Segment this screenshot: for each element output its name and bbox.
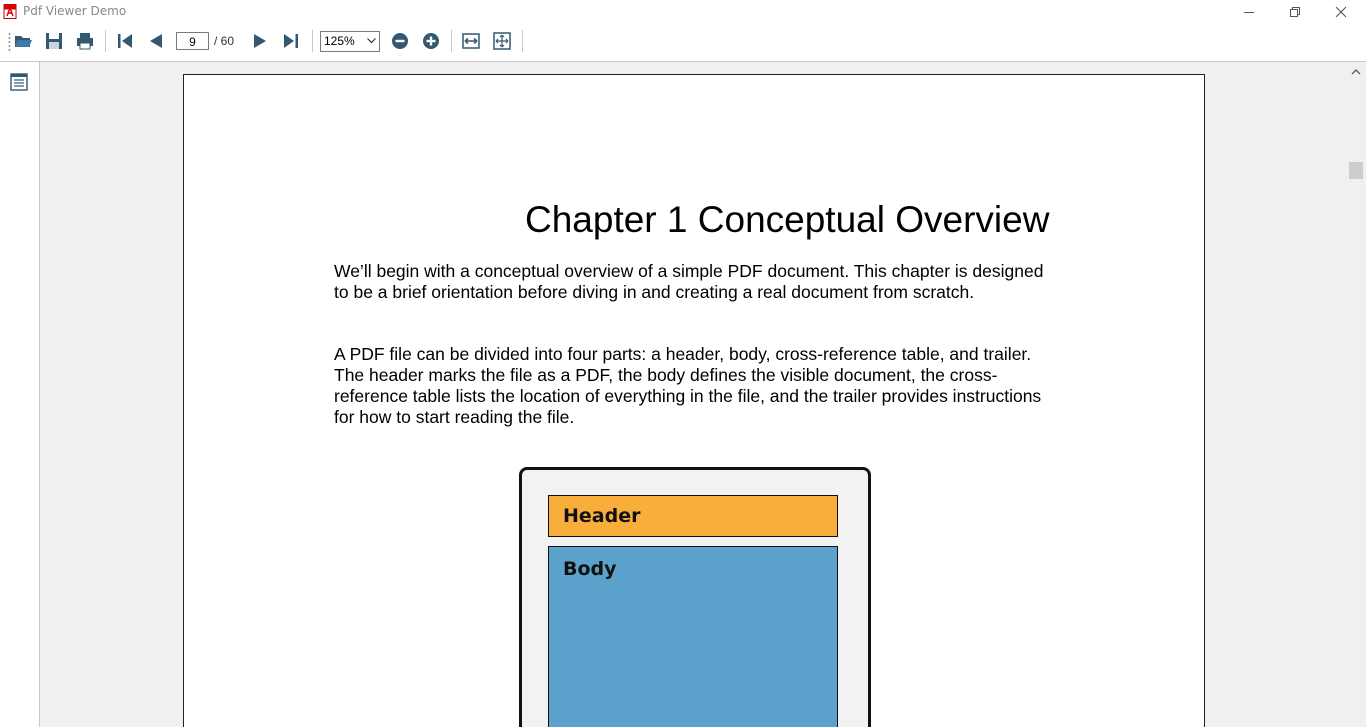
save-button[interactable] — [40, 28, 68, 54]
restore-icon — [1290, 7, 1300, 17]
zoom-select[interactable] — [320, 31, 380, 52]
save-icon — [45, 32, 63, 50]
triangle-left-icon — [147, 32, 165, 50]
page-count-label: / 60 — [214, 34, 235, 48]
vertical-scrollbar[interactable] — [1346, 62, 1366, 727]
paragraph-intro: We’ll begin with a conceptual overview of a simple PDF document. This chapter is designed to be a brief orientation before diving in and creating a real document from scratch. — [334, 261, 1044, 302]
toolbar — [0, 24, 1366, 62]
chapter-title: Chapter 1 Conceptual Overview — [525, 199, 1050, 240]
close-button[interactable] — [1318, 0, 1364, 24]
title-bar — [0, 0, 1366, 24]
restore-button[interactable] — [1272, 0, 1318, 24]
zoom-value: 125% — [324, 34, 355, 48]
diagram-body-label: Body — [563, 558, 617, 580]
fit-page-icon — [493, 32, 511, 50]
fit-page-button[interactable] — [488, 28, 516, 54]
last-page-icon — [282, 32, 300, 50]
toolbar-separator — [105, 30, 106, 52]
bookmarks-icon — [9, 72, 29, 92]
zoom-out-button[interactable] — [386, 28, 414, 54]
zoom-out-icon — [391, 32, 409, 50]
last-page-button[interactable] — [277, 28, 305, 54]
document-viewer[interactable] — [40, 62, 1346, 727]
scroll-up-icon[interactable] — [1351, 68, 1361, 75]
bookmarks-button[interactable] — [9, 72, 29, 92]
open-button[interactable] — [9, 28, 37, 54]
zoom-in-button[interactable] — [417, 28, 445, 54]
pdf-page — [183, 74, 1205, 727]
toolbar-separator — [522, 30, 523, 52]
page-number-input[interactable]: 9 — [176, 32, 209, 50]
first-page-icon — [116, 32, 134, 50]
next-page-button[interactable] — [246, 28, 274, 54]
toolbar-separator — [312, 30, 313, 52]
window-title: Pdf Viewer Demo — [23, 4, 127, 18]
printer-icon — [76, 32, 94, 50]
minimize-icon — [1244, 7, 1254, 17]
diagram-header-box — [548, 495, 838, 537]
print-button[interactable] — [71, 28, 99, 54]
chevron-down-icon — [367, 38, 376, 44]
diagram-header-label: Header — [563, 505, 641, 527]
zoom-in-icon — [422, 32, 440, 50]
minimize-button[interactable] — [1226, 0, 1272, 24]
folder-open-icon — [13, 32, 33, 50]
diagram-body-box — [548, 546, 838, 727]
paragraph-parts: A PDF file can be divided into four parts: a header, body, cross-reference table, and trailer. The header marks the file as a PDF, the body defines the visible document, the cross-reference table lists the location of everything in the file, and the trailer provides instructions for how to start reading the file. — [334, 344, 1042, 427]
first-page-button[interactable] — [111, 28, 139, 54]
toolbar-separator — [451, 30, 452, 52]
pdf-app-icon — [3, 4, 18, 19]
fit-width-icon — [462, 32, 480, 50]
triangle-right-icon — [251, 32, 269, 50]
scrollbar-thumb[interactable] — [1349, 162, 1363, 179]
close-icon — [1335, 6, 1347, 18]
fit-width-button[interactable] — [457, 28, 485, 54]
pdf-structure-diagram — [519, 467, 871, 727]
previous-page-button[interactable] — [142, 28, 170, 54]
side-panel — [0, 62, 40, 727]
